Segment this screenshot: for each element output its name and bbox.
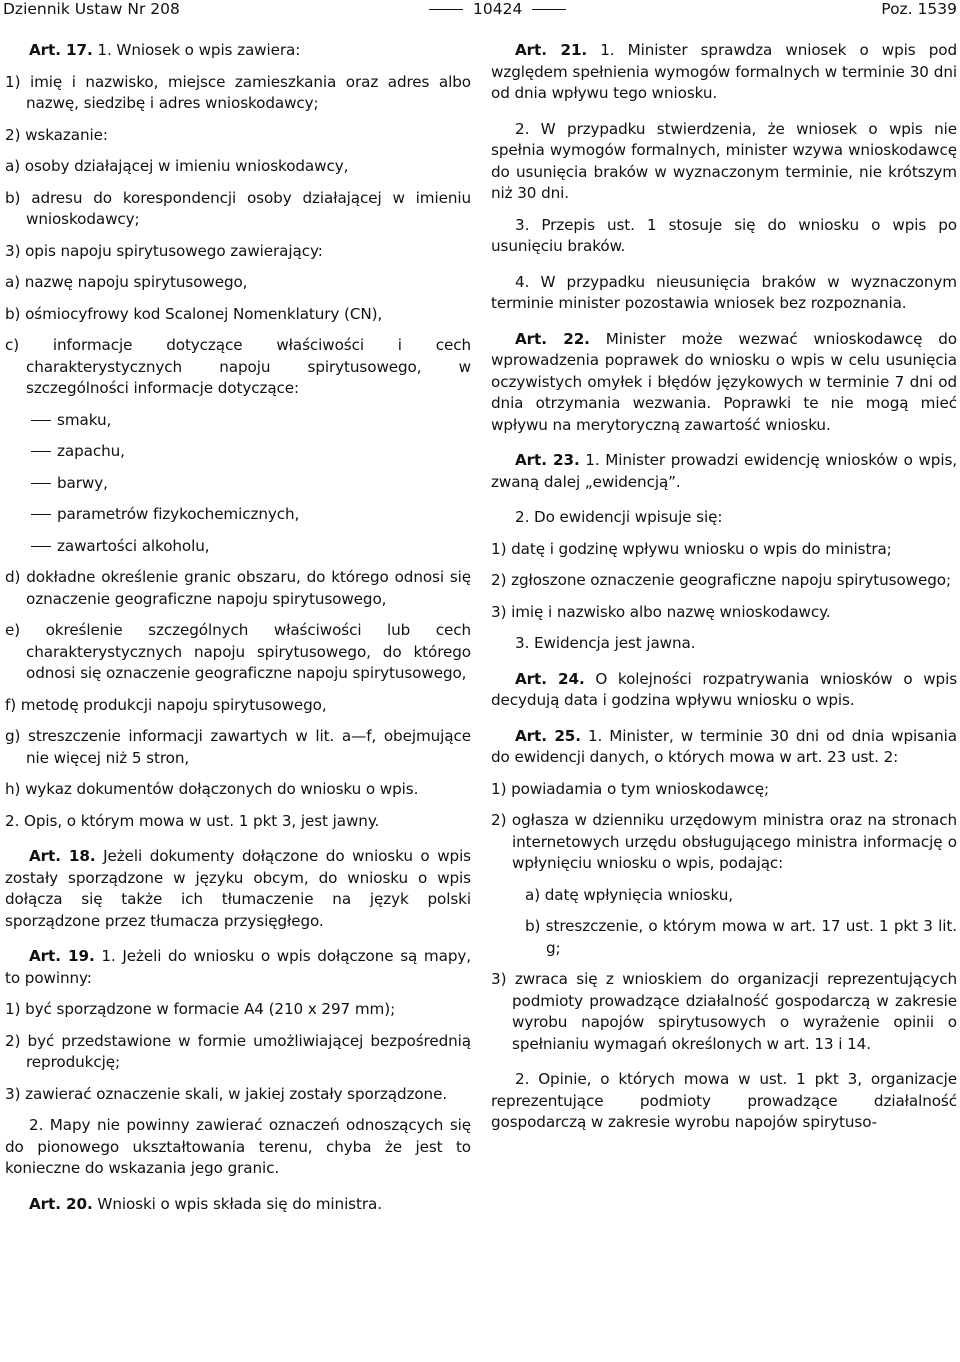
art25-item3: 3) zwraca się z wnioskiem do organizacji reprezentujących podmioty prowadzące działalność gospodarczą w zakresie wyrobu napojów spirytusowych o wyrażenie opinii o spełnianiu wymagań określonych w art. 13 i 14. xyxy=(491,970,957,1053)
dash-left xyxy=(429,9,463,10)
article-heading: Art. 20. xyxy=(29,1194,93,1213)
art21-para3: 3. Przepis ust. 1 stosuje się do wniosku o wpis po usunięciu braków. xyxy=(491,215,957,255)
art23-para3: 3. Ewidencja jest jawna. xyxy=(515,634,696,652)
dash-item-smell: zapachu, xyxy=(5,441,471,463)
art25-item1: 1) powiadamia o tym wnioskodawcę; xyxy=(491,779,769,798)
art18 xyxy=(5,846,471,932)
art17-item3h: h) wykaz dokumentów dołączonych do wniosku o wpis. xyxy=(5,780,419,798)
art19-para1: 1. Jeżeli do wniosku o wpis dołączone są mapy, to powinny: xyxy=(5,947,471,987)
art17-item1: 1) imię i nazwisko, miejsce zamieszkania oraz adres albo nazwę, siedzibę i adres wnioskodawcy; xyxy=(5,72,471,112)
position-number: Poz. 1539 xyxy=(881,0,957,18)
article-heading: Art. 18. xyxy=(29,847,96,865)
article-heading: Art. 17. xyxy=(29,41,93,59)
art17-item3d: d) dokładne określenie granic obszaru, do którego odnosi się oznaczenie geograficzne napoju spirytusowego, xyxy=(5,568,471,608)
art17-para1: 1. Wniosek o wpis zawiera: xyxy=(97,41,301,59)
art23-para1 xyxy=(491,450,957,493)
art17-item2a: a) osoby działającej w imieniu wnioskodawcy, xyxy=(5,157,349,175)
left-column xyxy=(5,40,471,1215)
art23-item1: 1) datę i godzinę wpływu wniosku o wpis do ministra; xyxy=(491,539,892,558)
art17-item3g: g) streszczenie informacji zawartych w lit. a—f, obejmujące nie więcej niż 5 stron, xyxy=(5,727,471,767)
art17-item3f: f) metodę produkcji napoju spirytusowego, xyxy=(5,695,327,714)
dash-item-parameters: parametrów fizykochemicznych, xyxy=(5,504,471,526)
art20-text: Wnioski o wpis składa się do ministra. xyxy=(97,1194,382,1213)
dash-right xyxy=(532,9,566,10)
art25-para1-text: 1. Minister, w terminie 30 dni od dnia wpisania do ewidencji danych, o których mowa w art. 23 ust. 2: xyxy=(491,726,957,766)
art23-para1-text: 1. Minister prowadzi ewidencję wniosków o wpis, zwaną dalej „ewidencją”. xyxy=(491,451,957,491)
art22-text: Minister może wezwać wnioskodawcę do wprowadzenia poprawek do wniosku o wpis w celu usunięcia oczywistych omyłek i błędów językowych w terminie 7 dni od dnia otrzymania wezwania. Poprawki te nie mogą mieć wpływu na merytoryczną zawartość wniosku. xyxy=(491,329,957,434)
art21-para4: 4. W przypadku nieusunięcia braków w wyznaczonym terminie minister pozostawia wniosek bez rozpoznania. xyxy=(491,272,957,312)
article-heading: Art. 23. xyxy=(515,451,580,469)
page-number-group xyxy=(429,0,566,18)
art25-item2a: a) datę wpłynięcia wniosku, xyxy=(525,885,733,904)
art17-item2b: b) adresu do korespondencji osoby działającej w imieniu wnioskodawcy; xyxy=(5,188,471,228)
dash-item-taste: smaku, xyxy=(5,410,471,432)
art17-item3: 3) opis napoju spirytusowego zawierający: xyxy=(5,241,323,260)
art23-item3: 3) imię i nazwisko albo nazwę wnioskodawcy. xyxy=(491,602,831,621)
art19-item1: 1) być sporządzone w formacie A4 (210 x 297 mm); xyxy=(5,1000,396,1018)
art25-para1 xyxy=(491,726,957,769)
art21-para1-text: 1. Minister sprawdza wniosek o wpis pod względem spełnienia wymogów formalnych w terminie 30 dni od dnia wpływu tego wniosku. xyxy=(491,41,957,102)
page-number: 10424 xyxy=(473,0,523,18)
art19-para2: 2. Mapy nie powinny zawierać oznaczeń odnoszących się do pionowego ukształtowania terenu, chyba że jest to konieczne do wskazania jego granic. xyxy=(5,1116,471,1177)
art25-item2: 2) ogłasza w dzienniku urzędowym ministra oraz na stronach internetowych urzędu obsługującego ministra informację o wpłynięciu wniosku o wpis, podając: xyxy=(491,811,957,872)
art17-item3a: a) nazwę napoju spirytusowego, xyxy=(5,273,248,291)
art25-item2b: b) streszczenie, o którym mowa w art. 17 ust. 1 pkt 3 lit. g; xyxy=(525,917,957,957)
art17-intro xyxy=(5,40,471,62)
art17-item3b: b) ośmiocyfrowy kod Scalonej Nomenklatury (CN), xyxy=(5,304,383,323)
art17-item3e: e) określenie szczególnych właściwości lub cech charakterystycznych napoju spirytusowego, do którego odnosi się oznaczenie geograficzne napoju spirytusowego, xyxy=(5,621,471,682)
art21-para1 xyxy=(491,40,957,105)
art23-para2: 2. Do ewidencji wpisuje się: xyxy=(515,508,723,526)
article-heading: Art. 25. xyxy=(515,726,581,745)
art23-item2: 2) zgłoszone oznaczenie geograficzne napoju spirytusowego; xyxy=(491,571,951,589)
art19-item3: 3) zawierać oznaczenie skali, w jakiej zostały sporządzone. xyxy=(5,1084,448,1103)
article-heading: Art. 21. xyxy=(515,41,588,59)
art24 xyxy=(491,669,957,712)
journal-title: Dziennik Ustaw Nr 208 xyxy=(3,0,180,18)
right-column xyxy=(491,40,957,1134)
dash-item-colour: barwy, xyxy=(5,473,471,495)
art19-item2: 2) być przedstawione w formie umożliwiającej bezpośrednią reprodukcję; xyxy=(5,1031,471,1071)
art25-para2: 2. Opinie, o których mowa w ust. 1 pkt 3, organizacje reprezentujące podmioty prowadzące działalność gospodarczą w zakresie wyrobu napojów spirytuso- xyxy=(491,1070,957,1131)
art19-intro xyxy=(5,946,471,989)
art22 xyxy=(491,329,957,437)
art18-text: Jeżeli dokumenty dołączone do wniosku o wpis zostały sporządzone w języku obcym, do wniosku o wpis dołącza się także ich tłumaczenie na język polski sporządzone przez tłumacza przysięgłego. xyxy=(5,847,471,930)
art17-item3c: c) informacje dotyczące właściwości i cech charakterystycznych napoju spirytusowego, w szczególności informacje dotyczące: xyxy=(5,336,471,397)
art17-item2: 2) wskazanie: xyxy=(5,125,108,144)
art24-text: O kolejności rozpatrywania wniosków o wpis decydują data i godzina wpływu wniosku o wpis. xyxy=(491,669,958,709)
article-heading: Art. 22. xyxy=(515,329,590,348)
article-heading: Art. 19. xyxy=(29,947,95,965)
art21-para2: 2. W przypadku stwierdzenia, że wniosek o wpis nie spełnia wymogów formalnych, minister wzywa wnioskodawcę do usunięcia braków w wyznaczonym terminie, nie krótszym niż 30 dni. xyxy=(491,119,957,202)
art17-para2: 2. Opis, o którym mowa w ust. 1 pkt 3, jest jawny. xyxy=(5,811,380,830)
running-header xyxy=(0,0,960,26)
art20 xyxy=(5,1194,471,1216)
dash-item-alcohol: zawartości alkoholu, xyxy=(5,536,471,558)
article-heading: Art. 24. xyxy=(515,669,585,688)
